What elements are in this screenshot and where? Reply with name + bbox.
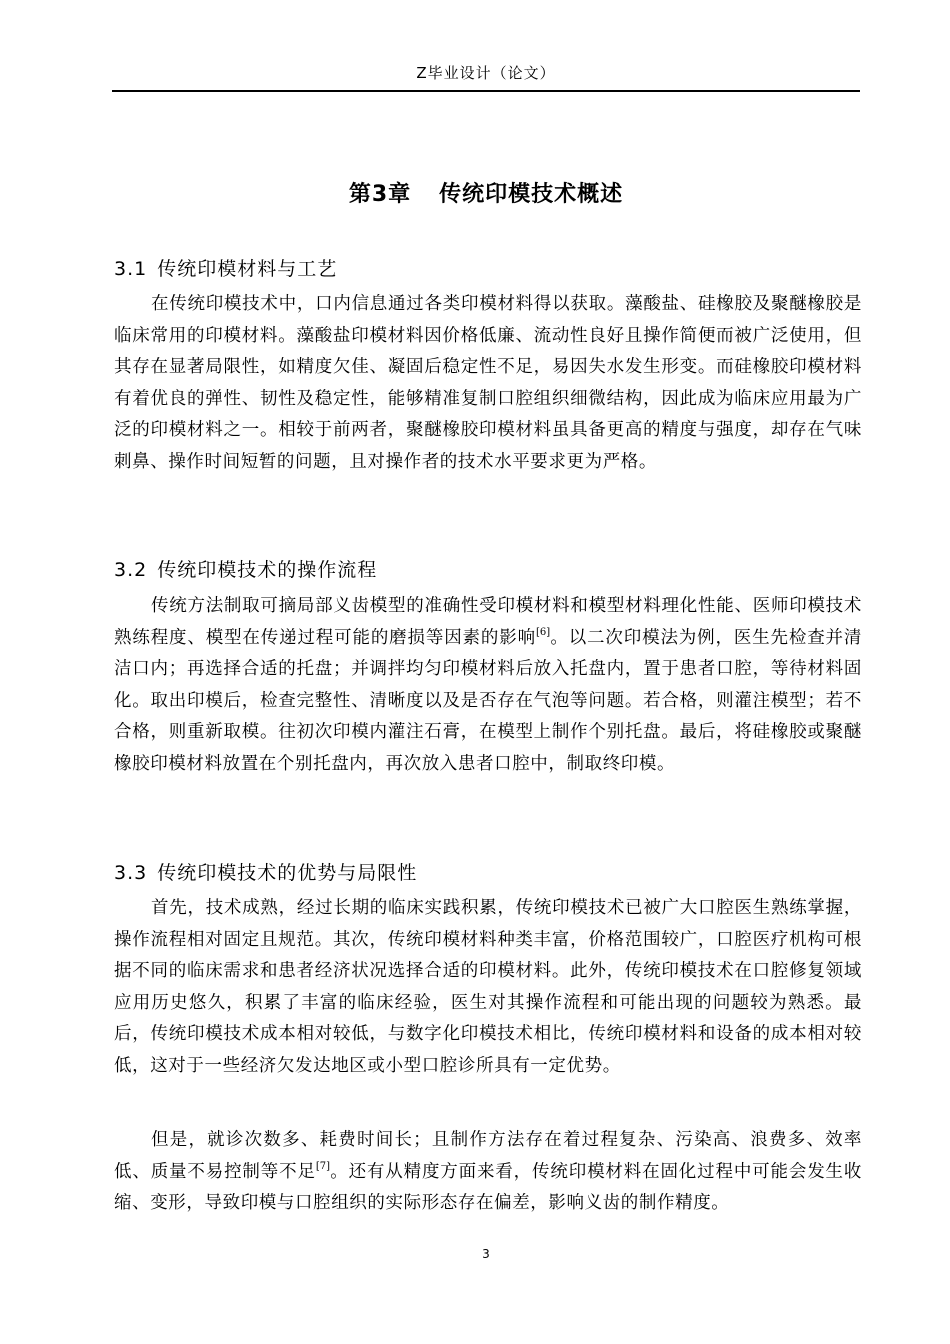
header-rule (112, 90, 860, 92)
chapter-number: 第3章 (348, 182, 412, 207)
running-header: Z毕业设计（论文） (416, 64, 556, 82)
chapter-title-text: 传统印模技术概述 (439, 182, 624, 207)
paragraph-text: 。还有从精度方面来看，传统印模材料在固化过程中可能会发生收缩、变形，导致印模与口腔组织的实际形态存在偏差，影响义齿的制作精度。 (114, 1161, 862, 1213)
section-heading-3-1 (114, 254, 337, 281)
section-number: 3.2 (114, 559, 148, 581)
paragraph-text: 。以二次印模法为例，医生先检查并清洁口内；再选择合适的托盘；并调拌均匀印模材料后放入托盘内，置于患者口腔，等待材料固化。取出印模后，检查完整性、清晰度以及是否存在气泡等问题。若合格，则灌注模型；若不合格，则重新取模。往初次印模内灌注石膏，在模型上制作个别托盘。最后，将硅橡胶或聚醚橡胶印模材料放置在个别托盘内，再次放入患者口腔中，制取终印模。 (114, 627, 862, 774)
section-heading-3-2 (114, 555, 377, 582)
paragraph-3-3-1: 首先，技术成熟，经过长期的临床实践积累，传统印模技术已被广大口腔医生熟练掌握，操作流程相对固定且规范。其次，传统印模材料种类丰富，价格范围较广，口腔医疗机构可根据不同的临床需求和患者经济状况选择合适的印模材料。此外，传统印模技术在口腔修复领域应用历史悠久，积累了丰富的临床经验，医生对其操作流程和可能出现的问题较为熟悉。最后，传统印模技术成本相对较低，与数字化印模技术相比，传统印模材料和设备的成本相对较低，这对于一些经济欠发达地区或小型口腔诊所具有一定优势。 (114, 898, 862, 1076)
chapter-title (112, 177, 860, 208)
section-number: 3.1 (114, 258, 148, 280)
section-title: 传统印模技术的操作流程 (157, 559, 378, 581)
paragraph-3-1-1: 在传统印模技术中，口内信息通过各类印模材料得以获取。藻酸盐、硅橡胶及聚醚橡胶是临床常用的印模材料。藻酸盐印模材料因价格低廉、流动性良好且操作简便而被广泛使用，但其存在显著局限性，如精度欠佳、凝固后稳定性不足，易因失水发生形变。而硅橡胶印模材料有着优良的弹性、韧性及稳定性，能够精准复制口腔组织细微结构，因此成为临床应用最为广泛的印模材料之一。相较于前两者，聚醚橡胶印模材料虽具备更高的精度与强度，却存在气味刺鼻、操作时间短暂的问题，且对操作者的技术水平要求更为严格。 (114, 294, 862, 472)
section-heading-3-3 (114, 858, 417, 885)
page-number: 3 (482, 1247, 490, 1261)
paragraph-3-2-1 (114, 591, 862, 780)
paragraph-text: 但是，就诊次数多、耗费时间长；且制作方法存在着过程复杂、污染高、浪费多、效率低、质量不易控制等不足 (114, 1130, 862, 1182)
section-number: 3.3 (114, 862, 148, 884)
citation-6[interactable]: [6] (535, 626, 551, 638)
citation-7[interactable]: [7] (315, 1160, 330, 1172)
section-title: 传统印模技术的优势与局限性 (157, 862, 418, 884)
paragraph-3-3-2 (114, 1125, 862, 1220)
section-title: 传统印模材料与工艺 (157, 258, 338, 280)
paragraph-text: 传统方法制取可摘局部义齿模型的准确性受印模材料和模型材料理化性能、医师印模技术熟练程度、模型在传递过程可能的磨损等因素的影响 (114, 596, 862, 648)
